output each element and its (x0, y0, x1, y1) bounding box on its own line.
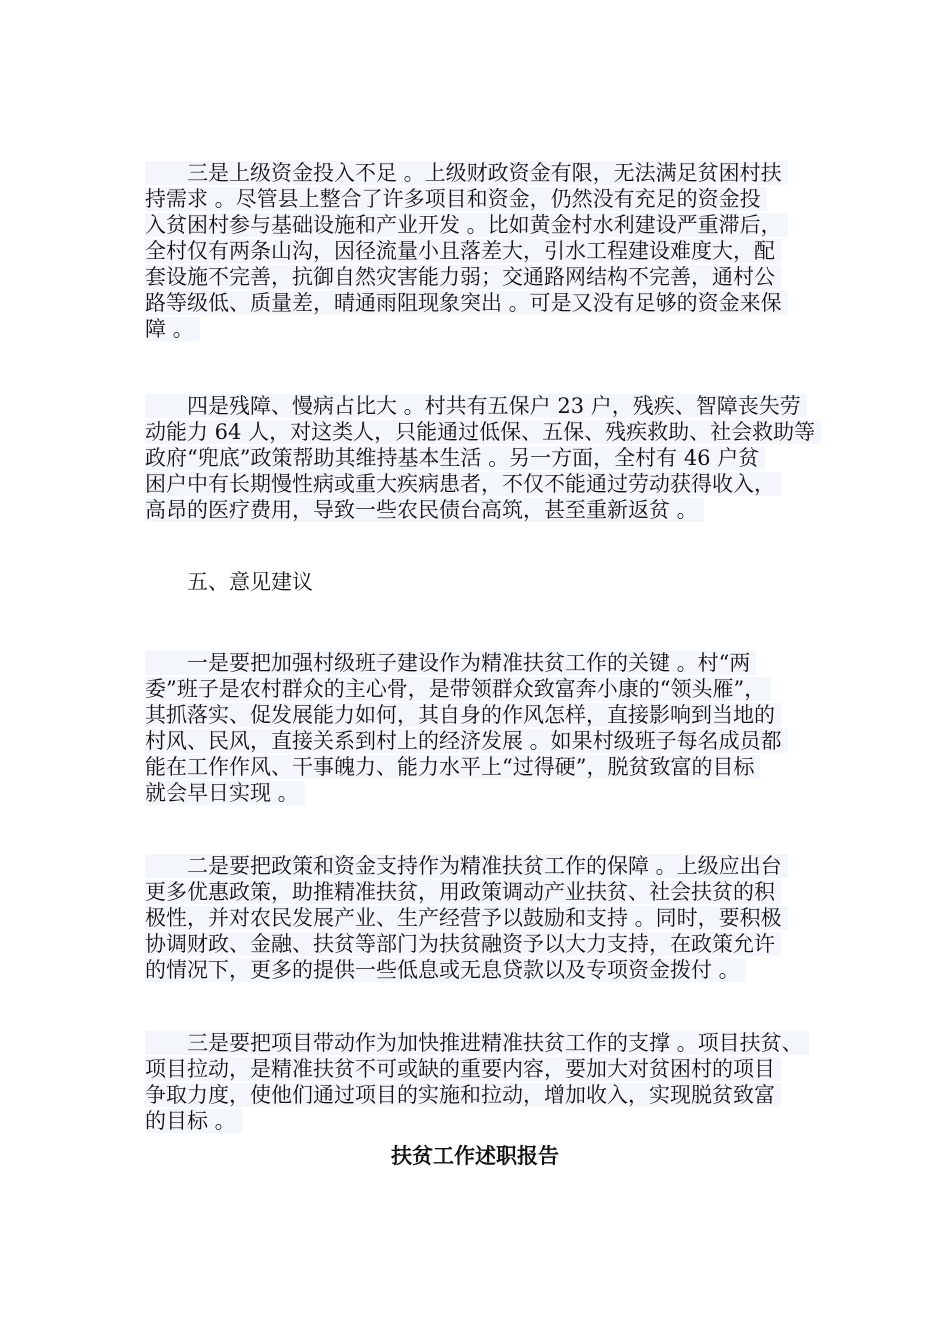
text-line: 高昂的医疗费用，导致一些农民债台高筑，甚至重新返贫 。 (145, 498, 704, 522)
paragraph-disability-illness (145, 393, 835, 523)
text-line: 政府“兜底”政策帮助其维持基本生活 。另一方面，全村有 46 户贫 (145, 446, 765, 470)
text-line: 障 。 (145, 317, 200, 341)
text-line: 的情况下，更多的提供一些低息或无息贷款以及专项资金拨付 。 (145, 958, 746, 982)
text-line: 委”班子是农村群众的主心骨，是带领群众致富奔小康的“领头雁”， (145, 677, 771, 701)
text-line: 村风、民风，直接关系到村上的经济发展 。如果村级班子每名成员都 (145, 729, 788, 753)
text-line: 持需求 。尽管县上整合了许多项目和资金，仍然没有充足的资金投 (145, 187, 767, 211)
text-line: 困户中有长期慢性病或重大疾病患者，不仅不能通过劳动获得收入， (145, 472, 781, 496)
text-line: 协调财政、金融、扶贫等部门为扶贫融资予以大力支持，在政策允许 (145, 932, 781, 956)
text-line: 的目标 。 (145, 1109, 242, 1133)
document-title: 扶贫工作述职报告 (391, 1143, 559, 1168)
text-line: 二是要把政策和资金支持作为精准扶贫工作的保障 。上级应出台 (145, 854, 788, 878)
paragraph-village-leadership (145, 650, 835, 806)
text-line: 一是要把加强村级班子建设作为精准扶贫工作的关键 。村“两 (145, 651, 756, 675)
text-line: 其抓落实、促发展能力如何，其自身的作风怎样，直接影响到当地的 (145, 703, 781, 727)
text-line: 全村仅有两条山沟，因径流量小且落差大，引水工程建设难度大，配 (145, 239, 781, 263)
text-line: 极性，并对农民发展产业、生产经营予以鼓励和支持 。同时，要积极 (145, 906, 788, 930)
text-line: 争取力度，使他们通过项目的实施和拉动，增加收入，实现脱贫致富 (145, 1083, 781, 1107)
paragraph-project-driven (145, 1030, 835, 1134)
text-line: 动能力 64 人，对这类人，只能通过低保、五保、残疾救助、社会救助等 (145, 420, 821, 444)
paragraph-funding-shortage (145, 160, 835, 342)
text-line: 项目拉动，是精准扶贫不可或缺的重要内容，要加大对贫困村的项目 (145, 1057, 781, 1081)
text-line: 就会早日实现 。 (145, 781, 305, 805)
text-line: 路等级低、质量差，晴通雨阻现象突出 。可是又没有足够的资金来保 (145, 291, 788, 315)
text-line: 五、意见建议 (145, 570, 313, 594)
text-line: 三是上级资金投入不足 。上级财政资金有限，无法满足贫困村扶 (145, 161, 788, 185)
text-line: 入贫困村参与基础设施和产业开发 。比如黄金村水利建设严重滞后， (145, 213, 788, 237)
paragraph-policy-funding (145, 853, 835, 983)
text-line: 三是要把项目带动作为加快推进精准扶贫工作的支撑 。项目扶贫、 (145, 1031, 809, 1055)
text-line: 套设施不完善，抗御自然灾害能力弱；交通路网结构不完善，通村公 (145, 265, 781, 289)
text-line: 能在工作作风、干事魄力、能力水平上“过得硬”，脱贫致富的目标 (145, 755, 760, 779)
section-heading-suggestions (145, 569, 835, 595)
text-line: 四是残障、慢病占比大 。村共有五保户 23 户，残疾、智障丧失劳 (145, 394, 807, 418)
text-line: 更多优惠政策，助推精准扶贫，用政策调动产业扶贫、社会扶贫的积 (145, 880, 781, 904)
